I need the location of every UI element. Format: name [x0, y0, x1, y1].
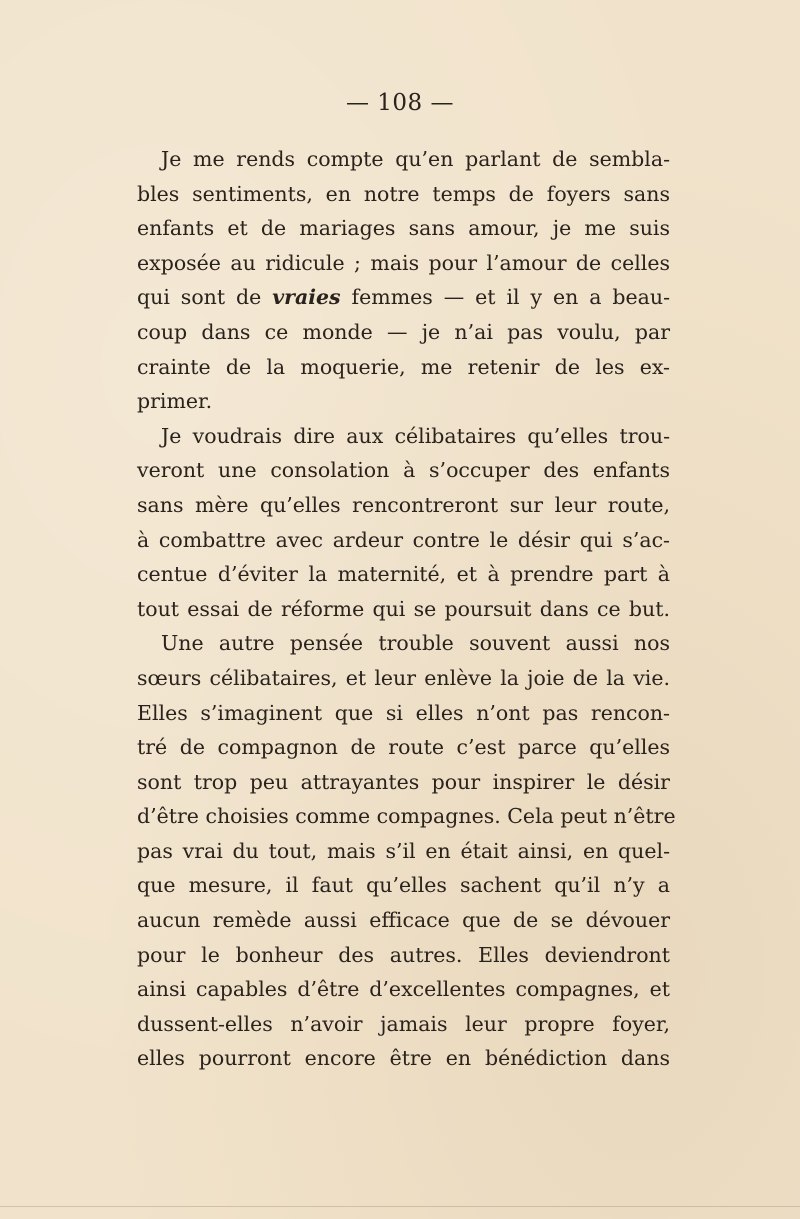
text-line: à combattre avec ardeur contre le désir qui s’ac- [137, 527, 670, 552]
text-line: Elles s’imaginent que si elles n’ont pas rencon- [137, 700, 670, 725]
text-line: Je me rends compte qu’en parlant de sembla- [161, 147, 670, 171]
page-edge-line [0, 1206, 800, 1207]
text-line: pour le bonheur des autres. Elles deviendront [137, 942, 670, 967]
text-segment: qui sont de [137, 285, 262, 310]
text-line: Je voudrais dire aux célibataires qu’elles trou- [161, 423, 670, 448]
emphasized-word: vraies [272, 285, 341, 310]
text-line: d’être choisies comme compagnes. Cela peut n’être [137, 804, 676, 829]
text-line: crainte de la moquerie, me retenir de les ex- [137, 354, 670, 379]
text-line: elles pourront encore être en bénédiction dans [137, 1046, 670, 1071]
text-line: ainsi capables d’être d’excellentes compagnes, et [137, 977, 670, 1002]
body-text [137, 142, 676, 1076]
text-line: dussent-elles n’avoir jamais leur propre foyer, [137, 1011, 670, 1036]
text-line: coup dans ce monde — je n’ai pas voulu, par [137, 319, 670, 344]
text-segment: femmes — et il y en a beau- [351, 285, 670, 310]
text-line: enfants et de mariages sans amour, je me suis [137, 216, 670, 241]
text-line: veront une consolation à s’occuper des enfants [137, 458, 670, 483]
text-line: exposée au ridicule ; mais pour l’amour de celles [137, 250, 670, 275]
text-line: que mesure, il faut qu’elles sachent qu’il n’y a [137, 873, 670, 898]
text-line: tout essai de réforme qui se poursuit dans ce but. [137, 596, 670, 621]
text-line: centue d’éviter la maternité, et à prendre part à [137, 562, 670, 587]
text-line: tré de compagnon de route c’est parce qu’elles [137, 735, 670, 760]
text-line: bles sentiments, en notre temps de foyers sans [137, 181, 670, 206]
text-line: Une autre pensée trouble souvent aussi nos [161, 631, 670, 656]
page-number: — 108 — [345, 90, 455, 116]
text-line: primer. [137, 389, 213, 414]
text-line: sœurs célibataires, et leur enlève la joie de la vie. [137, 665, 670, 690]
text-line: sans mère qu’elles rencontreront sur leur route, [137, 492, 670, 517]
text-line: aucun remède aussi efficace que de se dévouer [137, 908, 670, 933]
text-line-with-emphasis [137, 280, 670, 315]
text-line: pas vrai du tout, mais s’il en était ainsi, en quel- [137, 838, 670, 863]
text-line: sont trop peu attrayantes pour inspirer le désir [137, 769, 670, 794]
